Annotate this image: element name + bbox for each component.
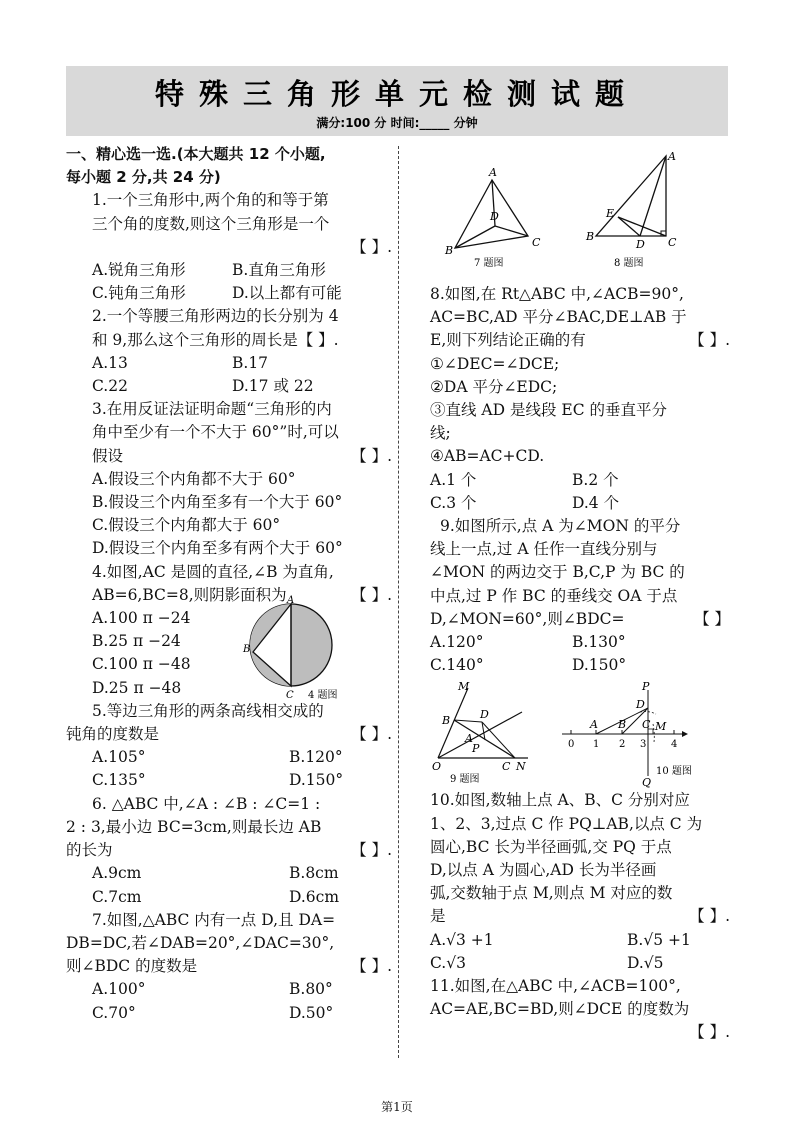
q4-options-block xyxy=(66,595,392,702)
q3-line: 3.在用反证法证明命题“三角形的内 xyxy=(92,400,332,419)
q5-line: 钝角的度数是 xyxy=(66,725,160,744)
q3-option-c: C.假设三个内角都大于 60° xyxy=(92,516,281,535)
q6-options-row xyxy=(66,862,392,885)
section-heading: 一、精心选一选.(本大题共 12 个小题, xyxy=(66,145,326,163)
q8-line: AC=BC,AD 平分∠BAC,DE⊥AB 于 xyxy=(430,308,687,327)
q2-line: 和 9,那么这个三角形的周长是【 】. xyxy=(92,330,339,349)
fig8-label-d: D xyxy=(636,238,645,251)
q5-option-b: B.120° xyxy=(289,748,343,767)
q1-option-a: A.锐角三角形 xyxy=(92,261,186,280)
q1-line: 1.一个三角形中,两个角的和等于第 xyxy=(92,191,329,210)
fig10-caption: 10 题图 xyxy=(656,766,692,777)
fig10-tick-3: 3 xyxy=(640,739,647,750)
q7-option-a: A.100° xyxy=(92,980,146,999)
fig4-label-c: C xyxy=(286,690,294,702)
fig8-label-e: E xyxy=(606,207,615,220)
q7-answer-bracket: 【 】. xyxy=(351,957,392,976)
figures-7-8 xyxy=(440,150,680,272)
fig9-label-c: C xyxy=(502,760,511,773)
figure-4 xyxy=(236,595,396,702)
q2-option-c: C.22 xyxy=(92,377,128,396)
fig7-label-b: B xyxy=(445,244,454,257)
q7-option-d: D.50° xyxy=(289,1003,334,1022)
q9-option-d: D.150° xyxy=(572,656,627,675)
q3-line: 角中至少有一个不大于 60°”时,可以 xyxy=(92,423,339,442)
fig8-caption: 8 题图 xyxy=(614,258,644,269)
column-divider xyxy=(398,146,399,1058)
q6-option-b: B.8cm xyxy=(289,864,339,883)
q4-line: 4.如图,AC 是圆的直径,∠B 为直角, xyxy=(92,562,334,581)
fig7-label-d: D xyxy=(490,210,499,223)
q7-options-row xyxy=(66,1002,392,1025)
q9-option-a: A.120° xyxy=(430,633,484,652)
q10-line: D,以点 A 为圆心,AD 长为半径画 xyxy=(430,861,657,880)
q1-line: 三个角的度数,则这个三角形是一个 xyxy=(92,214,330,233)
exam-title: 特殊三角形单元检测试题 xyxy=(154,77,639,111)
q10-option-b: B.√5 +1 xyxy=(627,930,691,949)
q6-line: 2 : 3,最小边 BC=3cm,则最长边 AB xyxy=(66,817,322,836)
q4-option-a: A.100 π −24 xyxy=(92,609,191,628)
q8-statement-3: ③直线 AD 是线段 EC 的垂直平分 xyxy=(430,401,668,420)
q6-option-d: D.6cm xyxy=(289,887,340,906)
q1-options-row xyxy=(66,282,392,305)
q2-option-b: B.17 xyxy=(232,353,269,372)
q7-line: 7.如图,△ABC 内有一点 D,且 DA= xyxy=(92,910,336,929)
fig10-label-d: D xyxy=(636,698,645,711)
fig9-label-o: O xyxy=(432,760,442,773)
q10-line-bracket xyxy=(430,905,730,928)
q5-option-a: A.105° xyxy=(92,748,146,767)
q3-option-d: D.假设三个内角至多有两个大于 60° xyxy=(92,539,343,558)
q3-line-bracket xyxy=(66,445,392,468)
right-column xyxy=(430,283,730,1045)
q3-option-a: A.假设三个内角都不大于 60° xyxy=(92,469,296,488)
q4-option-d: D.25 π −48 xyxy=(92,678,182,697)
q2-line: 2.一个等腰三角形两边的长分别为 4 xyxy=(92,307,339,326)
q8-answer-bracket: 【 】. xyxy=(689,331,730,350)
fig9-label-d: D xyxy=(480,708,489,721)
fig8-label-c: C xyxy=(668,236,677,249)
q5-option-d: D.150° xyxy=(289,771,344,790)
exam-subtitle: 满分:100 分 时间:_____ 分钟 xyxy=(316,116,478,130)
q9-line-bracket xyxy=(430,608,730,631)
q5-line: 5.等边三角形的两条高线相交成的 xyxy=(92,701,324,720)
q8-option-b: B.2 个 xyxy=(572,470,619,489)
q10-line: 1、2、3,过点 C 作 PQ⊥AB,以点 C 为 xyxy=(430,814,703,833)
q9-options-row xyxy=(430,631,730,654)
fig10-label-q: Q xyxy=(642,776,652,789)
section-heading-cont: 每小题 2 分,共 24 分) xyxy=(66,168,221,187)
q9-option-c: C.140° xyxy=(430,656,484,675)
q10-line: 弧,交数轴于点 M,则点 M 对应的数 xyxy=(430,884,673,903)
q10-options-row xyxy=(430,952,730,975)
q2-options-row xyxy=(66,375,392,398)
fig10-tick-2: 2 xyxy=(619,739,626,750)
q1-answer-bracket: 【 】. xyxy=(351,237,392,256)
q7-option-c: C.70° xyxy=(92,1003,136,1022)
q10-options-row xyxy=(430,929,730,952)
fig10-label-a: A xyxy=(590,718,598,731)
q10-option-a: A.√3 +1 xyxy=(430,930,494,949)
q2-options-row xyxy=(66,352,392,375)
q8-line: 8.如图,在 Rt△ABC 中,∠ACB=90°, xyxy=(430,285,684,303)
page-number: 第1页 xyxy=(381,1100,413,1114)
q8-statement-1: ①∠DEC=∠DCE; xyxy=(430,354,560,373)
q8-options-row xyxy=(430,469,730,492)
q6-line: 的长为 xyxy=(66,841,113,860)
fig9-caption: 9 题图 xyxy=(450,774,480,785)
q10-answer-bracket: 【 】. xyxy=(689,907,730,926)
q2-option-d: D.17 或 22 xyxy=(232,377,314,396)
fig4-label-b: B xyxy=(243,644,251,656)
q5-options-row xyxy=(66,746,392,769)
fig9-label-b: B xyxy=(442,714,451,727)
q6-line: 6. △ABC 中,∠A : ∠B : ∠C=1 : xyxy=(92,794,321,813)
q5-line-bracket xyxy=(66,723,392,746)
q8-option-d: D.4 个 xyxy=(572,493,620,512)
q1-option-d: D.以上都有可能 xyxy=(232,284,342,303)
q6-option-a: A.9cm xyxy=(92,864,142,883)
q9-options-row xyxy=(430,654,730,677)
fig9-label-n: N xyxy=(516,760,526,773)
fig4-label-a: A xyxy=(287,595,295,607)
q7-options-row xyxy=(66,978,392,1001)
fig10-tick-4: 4 xyxy=(671,739,678,750)
q1-option-b: B.直角三角形 xyxy=(232,261,326,280)
q9-answer-bracket: 【 】 xyxy=(694,609,730,628)
q5-option-c: C.135° xyxy=(92,771,146,790)
fig9-label-a: A xyxy=(465,732,473,745)
fig7-label-a: A xyxy=(489,166,497,179)
q5-options-row xyxy=(66,769,392,792)
fig10-label-p: P xyxy=(642,680,650,693)
q6-options-row xyxy=(66,886,392,909)
figures-9-10 xyxy=(430,680,730,789)
q4-option-c: C.100 π −48 xyxy=(92,655,191,674)
q9-line: ∠MON 的两边交于 B,C,P 为 BC 的 xyxy=(430,563,685,582)
fig8-label-a: A xyxy=(668,150,676,163)
q10-line: 圆心,BC 长为半径画弧,交 PQ 于点 xyxy=(430,837,672,856)
fig8-label-b: B xyxy=(586,230,595,243)
left-column xyxy=(66,143,392,1025)
q3-answer-bracket: 【 】. xyxy=(351,446,392,465)
q6-line-bracket xyxy=(66,839,392,862)
q10-line: 是 xyxy=(430,907,446,926)
fig7-caption: 7 题图 xyxy=(474,258,504,269)
q8-options-row xyxy=(430,492,730,515)
q1-option-c: C.钝角三角形 xyxy=(92,284,186,303)
q11-line: AC=AE,BC=BD,则∠DCE 的度数为 xyxy=(430,1000,690,1019)
q3-line: 假设 xyxy=(92,446,124,465)
fig9-label-p: P xyxy=(472,742,480,755)
q6-option-c: C.7cm xyxy=(92,887,142,906)
q1-options-row xyxy=(66,259,392,282)
q7-line: DB=DC,若∠DAB=20°,∠DAC=30°, xyxy=(66,933,335,952)
q9-line: 9.如图所示,点 A 为∠MON 的平分 xyxy=(440,517,681,536)
q2-option-a: A.13 xyxy=(92,353,128,372)
fig10-label-c: C xyxy=(642,718,651,731)
q7-line-bracket xyxy=(66,955,392,978)
fig9-label-m: M xyxy=(458,680,470,693)
q7-option-b: B.80° xyxy=(289,980,333,999)
q11-answer-bracket: 【 】. xyxy=(689,1023,730,1042)
q8-statement-4: ④AB=AC+CD. xyxy=(430,447,545,466)
fig10-label-b: B xyxy=(618,718,627,731)
exam-header xyxy=(66,66,728,136)
q4-option-b: B.25 π −24 xyxy=(92,632,181,651)
q6-answer-bracket: 【 】. xyxy=(351,841,392,860)
q5-answer-bracket: 【 】. xyxy=(351,725,392,744)
q9-line: D,∠MON=60°,则∠BDC= xyxy=(430,609,625,628)
fig10-tick-1: 1 xyxy=(593,739,600,750)
q8-statement-3-cont: 线; xyxy=(430,424,451,443)
q8-line: E,则下列结论正确的有 xyxy=(430,331,586,350)
q9-line: 中点,过 P 作 BC 的垂线交 OA 于点 xyxy=(430,586,678,605)
q10-line: 10.如图,数轴上点 A、B、C 分别对应 xyxy=(430,791,690,810)
fig4-caption: 4 题图 xyxy=(308,690,338,702)
q8-statement-2: ②DA 平分∠EDC; xyxy=(430,377,558,396)
fig7-label-c: C xyxy=(532,236,541,249)
q7-line: 则∠BDC 的度数是 xyxy=(66,957,198,976)
q11-line: 11.如图,在△ABC 中,∠ACB=100°, xyxy=(430,977,681,996)
q8-option-c: C.3 个 xyxy=(430,493,477,512)
q4-line: AB=6,BC=8,则阴影面积为 xyxy=(92,585,287,604)
q8-option-a: A.1 个 xyxy=(430,470,477,489)
fig10-tick-0: 0 xyxy=(568,739,575,750)
q9-option-b: B.130° xyxy=(572,633,626,652)
q10-option-d: D.√5 xyxy=(627,953,664,972)
q9-line: 线上一点,过 A 任作一直线分别与 xyxy=(430,540,658,559)
q3-option-b: B.假设三个内角至多有一个大于 60° xyxy=(92,493,343,512)
q4-answer-bracket: 【 】. xyxy=(351,585,392,604)
q8-line-bracket xyxy=(430,329,730,352)
q10-option-c: C.√3 xyxy=(430,953,466,972)
fig10-label-m: M xyxy=(655,720,667,733)
